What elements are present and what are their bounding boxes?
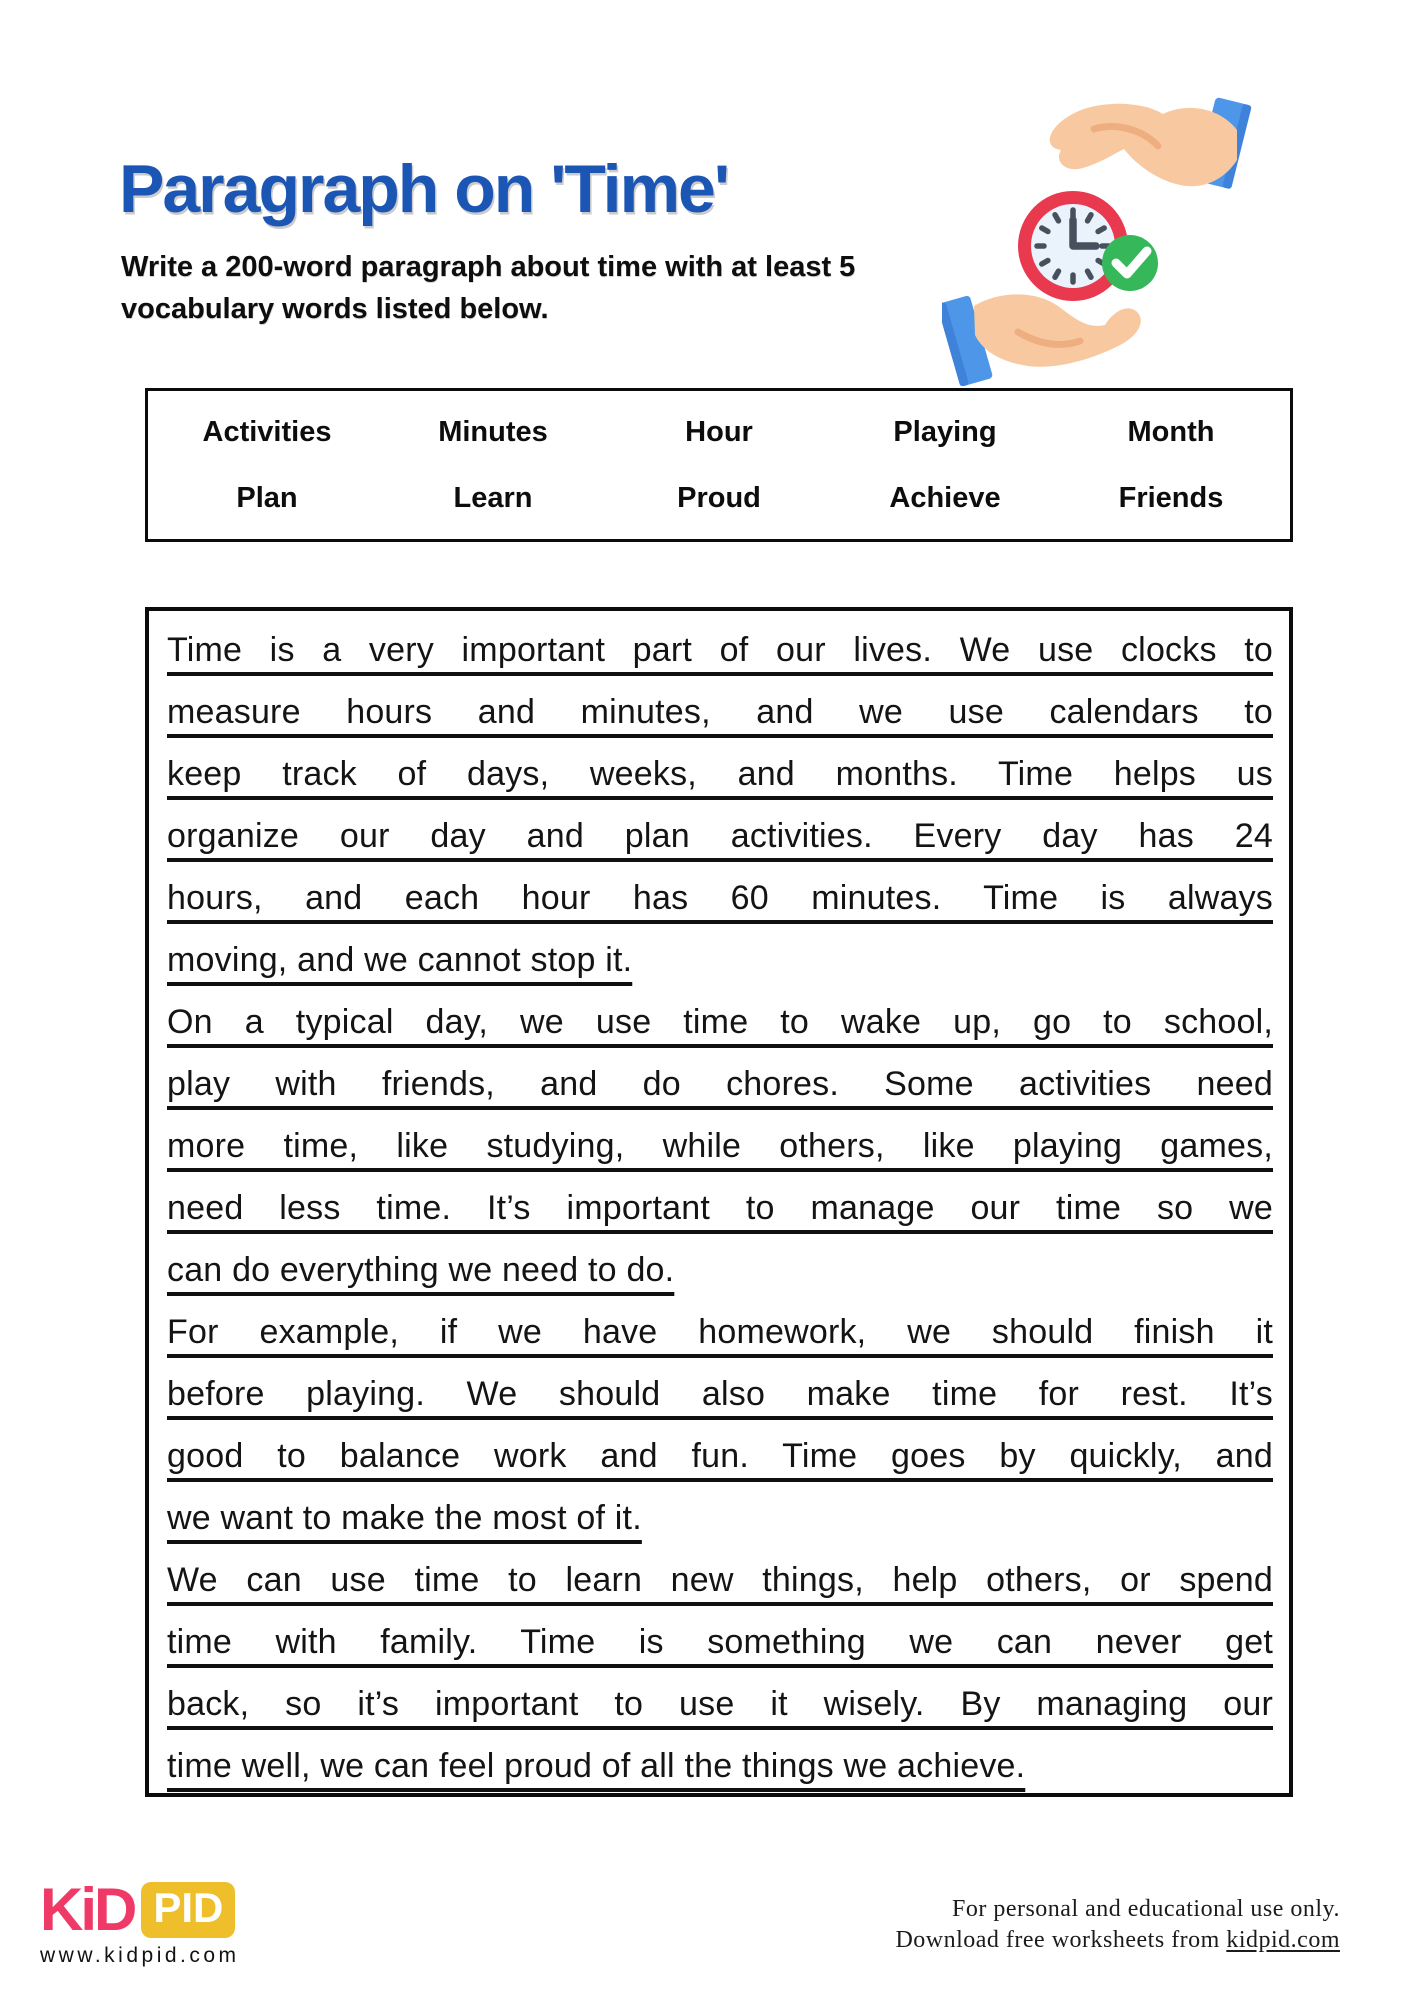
- clock-tick: [1088, 215, 1092, 221]
- vocab-word: Plan: [236, 481, 298, 514]
- vocab-word: Activities: [202, 415, 332, 448]
- vocab-word: Month: [1127, 415, 1215, 448]
- instructions-line: Write a 200-word paragraph about time with at least 5: [121, 251, 856, 283]
- hands-clock-illustration: [942, 90, 1277, 386]
- essay-line: play with friends, and do chores. Some activities need: [167, 1065, 1273, 1103]
- instructions: [121, 246, 855, 330]
- essay-paragraph: [167, 1549, 1273, 1797]
- kidpid-logo: [40, 1876, 240, 1968]
- page-title: Paragraph on 'Time': [119, 151, 729, 227]
- clock-tick: [1098, 228, 1104, 232]
- essay-line: On a typical day, we use time to wake up, go to school,: [167, 1003, 1273, 1041]
- essay-line: keep track of days, weeks, and months. Time helps us: [167, 755, 1273, 793]
- essay-line: good to balance work and fun. Time goes by quickly, and: [167, 1437, 1273, 1475]
- usage-note-line1: For personal and educational use only.: [951, 1896, 1340, 1922]
- bottom-hand: [942, 294, 1141, 386]
- usage-note-line2: [895, 1925, 1340, 1956]
- essay-line: time well, we can feel proud of all the things we achieve.: [167, 1747, 1026, 1785]
- logo-kid-text: KiD: [40, 1876, 135, 1943]
- essay-line: Time is a very important part of our lives. We use clocks to: [167, 631, 1273, 669]
- logo-pid-badge: PID: [141, 1882, 235, 1938]
- vocab-word: Playing: [893, 415, 997, 448]
- download-note-prefix: Download free worksheets from: [895, 1927, 1220, 1953]
- essay-line: before playing. We should also make time for rest. It’s: [167, 1375, 1273, 1413]
- essay-line: time with family. Time is something we can never get: [167, 1623, 1273, 1661]
- vocab-word: Proud: [677, 481, 761, 514]
- clock-tick: [1055, 215, 1059, 221]
- essay-line: We can use time to learn new things, help others, or spend: [167, 1561, 1273, 1599]
- clock-tick: [1088, 271, 1092, 277]
- essay-box: [145, 607, 1293, 1797]
- vocab-word: Hour: [685, 415, 753, 448]
- essay-line: measure hours and minutes, and we use calendars to: [167, 693, 1273, 731]
- essay-line: For example, if we have homework, we should finish it: [167, 1313, 1273, 1351]
- top-hand: [1050, 97, 1252, 189]
- essay-paragraph: [167, 619, 1273, 991]
- essay-line: moving, and we cannot stop it.: [167, 941, 633, 979]
- clock-tick: [1042, 261, 1048, 265]
- clock-tick: [1042, 228, 1048, 232]
- essay-line: hours, and each hour has 60 minutes. Time is always: [167, 879, 1273, 917]
- essay-paragraph: [167, 1301, 1273, 1549]
- vocab-word: Friends: [1118, 481, 1224, 514]
- essay-line: can do everything we need to do.: [167, 1251, 675, 1289]
- usage-note: [895, 1894, 1340, 1956]
- essay-line: more time, like studying, while others, like playing games,: [167, 1127, 1273, 1165]
- essay-line: need less time. It’s important to manage our time so we: [167, 1189, 1273, 1227]
- clock-tick: [1055, 271, 1059, 277]
- essay-line: back, so it’s important to use it wisely. By managing our: [167, 1685, 1273, 1723]
- logo-row: [40, 1876, 240, 1943]
- kidpid-link[interactable]: kidpid.com: [1226, 1927, 1340, 1953]
- checkmark-icon: [1102, 235, 1158, 291]
- website-url: www.kidpid.com: [40, 1944, 240, 1967]
- instructions-line: vocabulary words listed below.: [121, 293, 549, 325]
- vocabulary-box: [145, 388, 1293, 542]
- vocab-word: Learn: [453, 481, 533, 514]
- vocab-word: Achieve: [889, 481, 1001, 514]
- essay-paragraph: [167, 991, 1273, 1301]
- essay-line: we want to make the most of it.: [167, 1499, 642, 1537]
- essay-line: organize our day and plan activities. Every day has 24: [167, 817, 1273, 855]
- vocab-word: Minutes: [438, 415, 548, 448]
